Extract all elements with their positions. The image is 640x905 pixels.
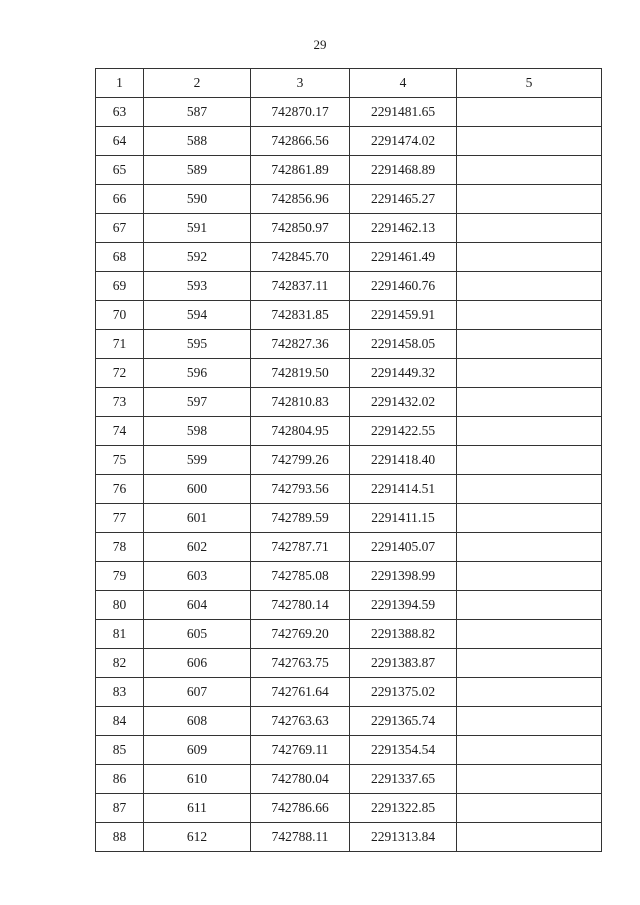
table-cell xyxy=(457,504,602,533)
table-row xyxy=(96,185,602,214)
table-cell: 596 xyxy=(144,359,251,388)
table-row xyxy=(96,417,602,446)
table-cell: 64 xyxy=(96,127,144,156)
table-cell: 73 xyxy=(96,388,144,417)
table-cell: 742780.04 xyxy=(251,765,350,794)
table-cell: 605 xyxy=(144,620,251,649)
table-cell: 78 xyxy=(96,533,144,562)
table-cell: 2291432.02 xyxy=(350,388,457,417)
table-cell: 742861.89 xyxy=(251,156,350,185)
table-cell: 67 xyxy=(96,214,144,243)
table-cell: 88 xyxy=(96,823,144,852)
table-row xyxy=(96,649,602,678)
table-cell xyxy=(457,359,602,388)
table-row xyxy=(96,301,602,330)
table-row xyxy=(96,330,602,359)
table-cell: 593 xyxy=(144,272,251,301)
table-cell: 742870.17 xyxy=(251,98,350,127)
table-row xyxy=(96,620,602,649)
table-cell: 742761.64 xyxy=(251,678,350,707)
table-cell: 2291398.99 xyxy=(350,562,457,591)
table-cell: 600 xyxy=(144,475,251,504)
table-cell: 2291383.87 xyxy=(350,649,457,678)
table-cell xyxy=(457,620,602,649)
table-cell: 2291458.05 xyxy=(350,330,457,359)
table-cell xyxy=(457,330,602,359)
table-cell: 2291459.91 xyxy=(350,301,457,330)
table-cell: 84 xyxy=(96,707,144,736)
table-cell: 70 xyxy=(96,301,144,330)
table-cell xyxy=(457,388,602,417)
table-cell: 603 xyxy=(144,562,251,591)
table-cell: 589 xyxy=(144,156,251,185)
table-cell: 2291313.84 xyxy=(350,823,457,852)
table-cell: 2291365.74 xyxy=(350,707,457,736)
table-body xyxy=(96,98,602,852)
table-cell: 742831.85 xyxy=(251,301,350,330)
table-cell: 2291468.89 xyxy=(350,156,457,185)
table-cell: 742788.11 xyxy=(251,823,350,852)
table-cell xyxy=(457,272,602,301)
table-cell xyxy=(457,794,602,823)
table-cell: 610 xyxy=(144,765,251,794)
table-cell: 595 xyxy=(144,330,251,359)
table-cell: 2291354.54 xyxy=(350,736,457,765)
table-cell: 742769.11 xyxy=(251,736,350,765)
table-cell: 2291418.40 xyxy=(350,446,457,475)
table-cell: 65 xyxy=(96,156,144,185)
table-cell: 82 xyxy=(96,649,144,678)
table-cell xyxy=(457,446,602,475)
table-cell: 742819.50 xyxy=(251,359,350,388)
table-cell xyxy=(457,707,602,736)
table-cell xyxy=(457,736,602,765)
table-cell: 742787.71 xyxy=(251,533,350,562)
table-cell: 2291462.13 xyxy=(350,214,457,243)
table-row xyxy=(96,562,602,591)
table-cell: 2291337.65 xyxy=(350,765,457,794)
table-cell: 742856.96 xyxy=(251,185,350,214)
table-cell: 742845.70 xyxy=(251,243,350,272)
table-row xyxy=(96,736,602,765)
table-row xyxy=(96,475,602,504)
table-cell: 742804.95 xyxy=(251,417,350,446)
table-cell xyxy=(457,417,602,446)
table-cell xyxy=(457,562,602,591)
table-cell: 71 xyxy=(96,330,144,359)
coordinates-table xyxy=(95,68,602,852)
table-row xyxy=(96,98,602,127)
table-cell xyxy=(457,649,602,678)
table-row xyxy=(96,214,602,243)
table-cell: 2291461.49 xyxy=(350,243,457,272)
column-header: 4 xyxy=(350,69,457,98)
table-cell: 742786.66 xyxy=(251,794,350,823)
table-row xyxy=(96,794,602,823)
table-cell: 742837.11 xyxy=(251,272,350,301)
table-cell: 599 xyxy=(144,446,251,475)
table-cell: 2291322.85 xyxy=(350,794,457,823)
table-cell: 2291388.82 xyxy=(350,620,457,649)
table-cell: 597 xyxy=(144,388,251,417)
table-cell xyxy=(457,98,602,127)
table-cell xyxy=(457,301,602,330)
table-row xyxy=(96,591,602,620)
table-cell: 742799.26 xyxy=(251,446,350,475)
table-header-row xyxy=(96,69,602,98)
table-cell xyxy=(457,243,602,272)
table-row xyxy=(96,359,602,388)
table-row xyxy=(96,533,602,562)
table-cell xyxy=(457,214,602,243)
table-cell: 75 xyxy=(96,446,144,475)
table-cell xyxy=(457,185,602,214)
table-cell: 612 xyxy=(144,823,251,852)
table-cell: 66 xyxy=(96,185,144,214)
table-cell: 609 xyxy=(144,736,251,765)
table-cell xyxy=(457,765,602,794)
table-row xyxy=(96,243,602,272)
table-cell xyxy=(457,591,602,620)
table-cell: 2291481.65 xyxy=(350,98,457,127)
table-cell: 592 xyxy=(144,243,251,272)
table-row xyxy=(96,446,602,475)
table-cell: 742850.97 xyxy=(251,214,350,243)
table-row xyxy=(96,156,602,185)
table-row xyxy=(96,388,602,417)
table-cell: 76 xyxy=(96,475,144,504)
table-cell: 742793.56 xyxy=(251,475,350,504)
table-cell: 2291375.02 xyxy=(350,678,457,707)
table-cell: 590 xyxy=(144,185,251,214)
table-cell: 86 xyxy=(96,765,144,794)
table-cell: 2291474.02 xyxy=(350,127,457,156)
table-cell: 742866.56 xyxy=(251,127,350,156)
table-cell xyxy=(457,823,602,852)
table-cell: 63 xyxy=(96,98,144,127)
table-cell: 587 xyxy=(144,98,251,127)
table-cell: 742789.59 xyxy=(251,504,350,533)
table-cell: 72 xyxy=(96,359,144,388)
table-cell: 77 xyxy=(96,504,144,533)
table-cell xyxy=(457,678,602,707)
table-cell: 80 xyxy=(96,591,144,620)
table-cell: 2291405.07 xyxy=(350,533,457,562)
table-cell: 607 xyxy=(144,678,251,707)
table-cell: 2291422.55 xyxy=(350,417,457,446)
page-number: 29 xyxy=(313,37,327,52)
table-cell: 591 xyxy=(144,214,251,243)
table-cell: 598 xyxy=(144,417,251,446)
table-cell: 2291394.59 xyxy=(350,591,457,620)
table-row xyxy=(96,823,602,852)
table-cell: 588 xyxy=(144,127,251,156)
table-cell: 602 xyxy=(144,533,251,562)
table-row xyxy=(96,272,602,301)
table-cell xyxy=(457,475,602,504)
table-cell: 79 xyxy=(96,562,144,591)
table-cell: 68 xyxy=(96,243,144,272)
table-cell: 2291414.51 xyxy=(350,475,457,504)
table-row xyxy=(96,504,602,533)
table-cell: 594 xyxy=(144,301,251,330)
table-cell xyxy=(457,533,602,562)
table-cell: 83 xyxy=(96,678,144,707)
table-cell: 74 xyxy=(96,417,144,446)
table-cell: 87 xyxy=(96,794,144,823)
table-cell: 2291411.15 xyxy=(350,504,457,533)
table-cell: 85 xyxy=(96,736,144,765)
table-cell: 742763.75 xyxy=(251,649,350,678)
table-cell: 2291449.32 xyxy=(350,359,457,388)
table-cell xyxy=(457,156,602,185)
table-cell: 606 xyxy=(144,649,251,678)
table-row xyxy=(96,707,602,736)
column-header: 2 xyxy=(144,69,251,98)
table-cell: 604 xyxy=(144,591,251,620)
table-row xyxy=(96,127,602,156)
table-cell: 2291465.27 xyxy=(350,185,457,214)
column-header: 1 xyxy=(96,69,144,98)
table-cell: 742763.63 xyxy=(251,707,350,736)
table-cell: 2291460.76 xyxy=(350,272,457,301)
table-cell: 742810.83 xyxy=(251,388,350,417)
table-cell: 608 xyxy=(144,707,251,736)
table-cell: 742785.08 xyxy=(251,562,350,591)
column-header: 5 xyxy=(457,69,602,98)
table-cell: 742827.36 xyxy=(251,330,350,359)
column-header: 3 xyxy=(251,69,350,98)
table-cell: 81 xyxy=(96,620,144,649)
table-cell: 69 xyxy=(96,272,144,301)
table-row xyxy=(96,765,602,794)
table-cell: 601 xyxy=(144,504,251,533)
table-cell: 742769.20 xyxy=(251,620,350,649)
table-row xyxy=(96,678,602,707)
table-cell: 742780.14 xyxy=(251,591,350,620)
table-cell: 611 xyxy=(144,794,251,823)
table-cell xyxy=(457,127,602,156)
